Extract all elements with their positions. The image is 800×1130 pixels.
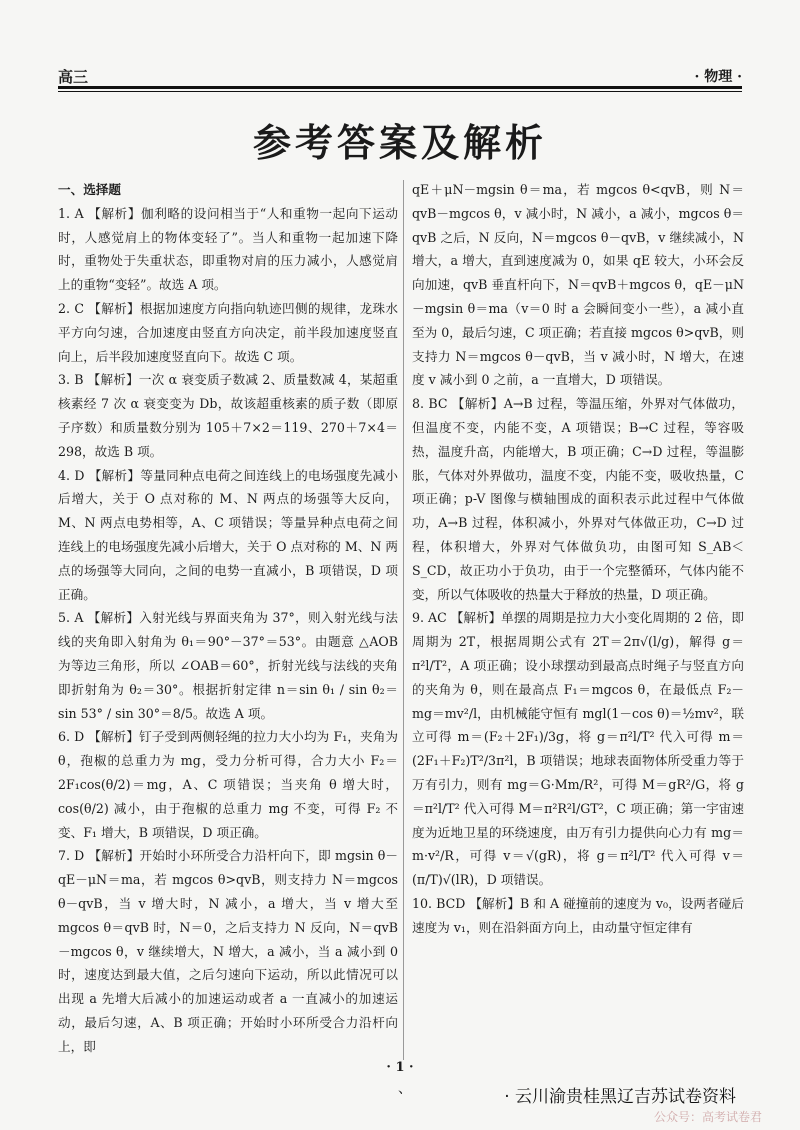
answer-8: 8. BC 【解析】A→B 过程，等温压缩，外界对气体做功，但温度不变，内能不变，A 项错误；B→C 过程，等容吸热，温度升高，内能增大，B 项正确；C→D 过程，等温膨胀，气体对外界做功，温度不变，内能不变，吸收热量，C 项正确；p-V 图像与横轴围成的面积表示此过程中气体做功，A→B 过程，体积减小，外界对气体做正功，C→D 过程，体积增大，外界对气体做负功，由图可知 S_AB＜S_CD，故正功小于负功，由于一个完整循环，气体内能不变，所以气体吸收的热量大于释放的热量，D 项正确。 [412, 396, 744, 602]
answer-10: 10. BCD 【解析】B 和 A 碰撞前的速度为 v₀，设两者碰后速度为 v₁，则在沿斜面方向上，由动量守恒定律有 [412, 895, 744, 935]
page-title: 参考答案及解析 [252, 121, 547, 165]
right-column [412, 178, 744, 940]
watermark-line-2: 公众号：高考试卷君 [653, 1110, 762, 1124]
answer-2: 2. C 【解析】根据加速度方向指向轨迹凹侧的规律，龙珠水平方向匀速，合加速度由竖直方向决定，前半段加速度竖直向上，后半段加速度竖直向下。故选 C 项。 [58, 300, 398, 364]
answer-7: 7. D 【解析】开始时小环所受合力沿杆向下，即 mgsin θ－qE－μN＝ma，若 mgcos θ>qvB，则支持力 N＝mgcos θ－qvB，当 v 增大时，N 减小，a 增大，当 v 增大至 mgcos θ＝qvB 时，N＝0，之后支持力 N 反向，N＝qvB－mgcos θ，v 继续增大，N 增大，a 减小，当 a 减小到 0 时，速度达到最大值，之后匀速向下运动，所以此情况可以出现 a 先增大后减小的加速运动或者 a 一直减小的加速运动，最后匀速，A、B 项正确；开始时小环所受合力沿杆向上，即 [58, 848, 398, 1054]
answer-9: 9. AC 【解析】单摆的周期是拉力大小变化周期的 2 倍，即周期为 2T，根据周期公式有 2T＝2π√(l/g)，解得 g＝π²l/T²，A 项正确；设小球摆动到最高点时绳子与竖直方向的夹角为 θ，则在最高点 F₁＝mgcos θ，在最低点 F₂－mg＝mv²/l，由机械能守恒有 mgl(1－cos θ)＝½mv²，联立可得 m＝(F₂＋2F₁)/3g，将 g＝π²l/T² 代入可得 m＝(2F₁＋F₂)T²/3π²l，B 项错误；地球表面物体所受重力等于万有引力，则有 mg＝G·Mm/R²，可得 M＝gR²/G，将 g＝π²l/T² 代入可得 M＝π²R²l/GT²，C 项正确；第一宇宙速度为近地卫星的环绕速度，由万有引力提供向心力有 mg＝m·v²/R，可得 v＝√(gR)，将 g＝π²l/T² 代入可得 v＝(π/T)√(lR)，D 项错误。 [412, 610, 744, 888]
header-rule-thick [58, 86, 742, 89]
page-number: · 1 · [386, 1060, 414, 1075]
section-heading: 一、选择题 [58, 182, 121, 197]
page-header [58, 66, 742, 86]
answer-3: 3. B 【解析】一次 α 衰变质子数减 2、质量数减 4，某超重核素经 7 次 α 衰变变为 Db，故该超重核素的质子数（即原子序数）和质量数分别为 105＋7×2＝119、270＋7×4＝298，故选 B 项。 [58, 372, 398, 459]
watermark-line-1: · 云川渝贵桂黑辽吉苏试卷资料 [504, 1087, 736, 1107]
answer-5: 5. A 【解析】入射光线与界面夹角为 37°，则入射光线与法线的夹角即入射角为 θ₁＝90°－37°＝53°。由题意 △AOB 为等边三角形，所以 ∠OAB＝60°，折射光线与法线的夹角即折射角为 θ₂＝30°。根据折射定律 n＝sin θ₁ / sin θ₂＝sin 53° / sin 30°＝8/5。故选 A 项。 [58, 610, 398, 721]
answer-1: 1. A 【解析】伽利略的设问相当于“人和重物一起向下运动时，人感觉肩上的物体变轻了”。当人和重物一起加速下降时，重物处于失重状态，即重物对肩的压力减小，人感觉肩上的重物“变轻”。故选 A 项。 [58, 205, 398, 293]
column-divider [403, 180, 404, 1060]
stray-mark: 、 [398, 1081, 412, 1097]
answer-6: 6. D 【解析】钉子受到两侧轻绳的拉力大小均为 F₁，夹角为 θ，孢椒的总重力为 mg，受力分析可得，合力大小 F₂＝2F₁cos(θ/2)＝mg，A、C 项错误；当夹角 θ 增大时，cos(θ/2) 减小，由于孢椒的总重力 mg 不变，可得 F₂ 不变、F₁ 增大，B 项错误，D 项正确。 [58, 729, 398, 840]
subject-label: · 物理 · [694, 69, 742, 85]
grade-label: 高三 [58, 68, 89, 86]
header-rule-thin [58, 91, 742, 92]
answer-4: 4. D 【解析】等量同种点电荷之间连线上的电场强度先减小后增大，关于 O 点对称的 M、N 两点的场强等大反向，M、N 两点电势相等，A、C 项错误；等量异种点电荷之间连线上的电场强度先减小后增大，关于 O 点对称的 M、N 两点的场强等大同向，之间的电势一直减小，B 项错误，D 项正确。 [58, 467, 398, 602]
answer-7-continued: qE＋μN－mgsin θ＝ma，若 mgcos θ<qvB，则 N＝qvB－mgcos θ，v 减小时，N 减小，a 减小，mgcos θ＝qvB 之后，N 反向，N＝mgcos θ－qvB，v 继续减小，N 增大，a 增大，直到速度减为 0，如果 qE 较大，小环会反向加速，qvB 垂直杆向下，N＝qvB＋mgcos θ，qE－μN－mgsin θ＝ma（v＝0 时 a 会瞬间变小一些），a 减小直至为 0，最后匀速，C 项正确；若直接 mgcos θ>qvB，则支持力 N＝mgcos θ－qvB，当 v 减小时，N 增大，在速度 v 减小到 0 之前，a 一直增大，D 项错误。 [412, 182, 744, 388]
left-column [58, 178, 398, 1058]
